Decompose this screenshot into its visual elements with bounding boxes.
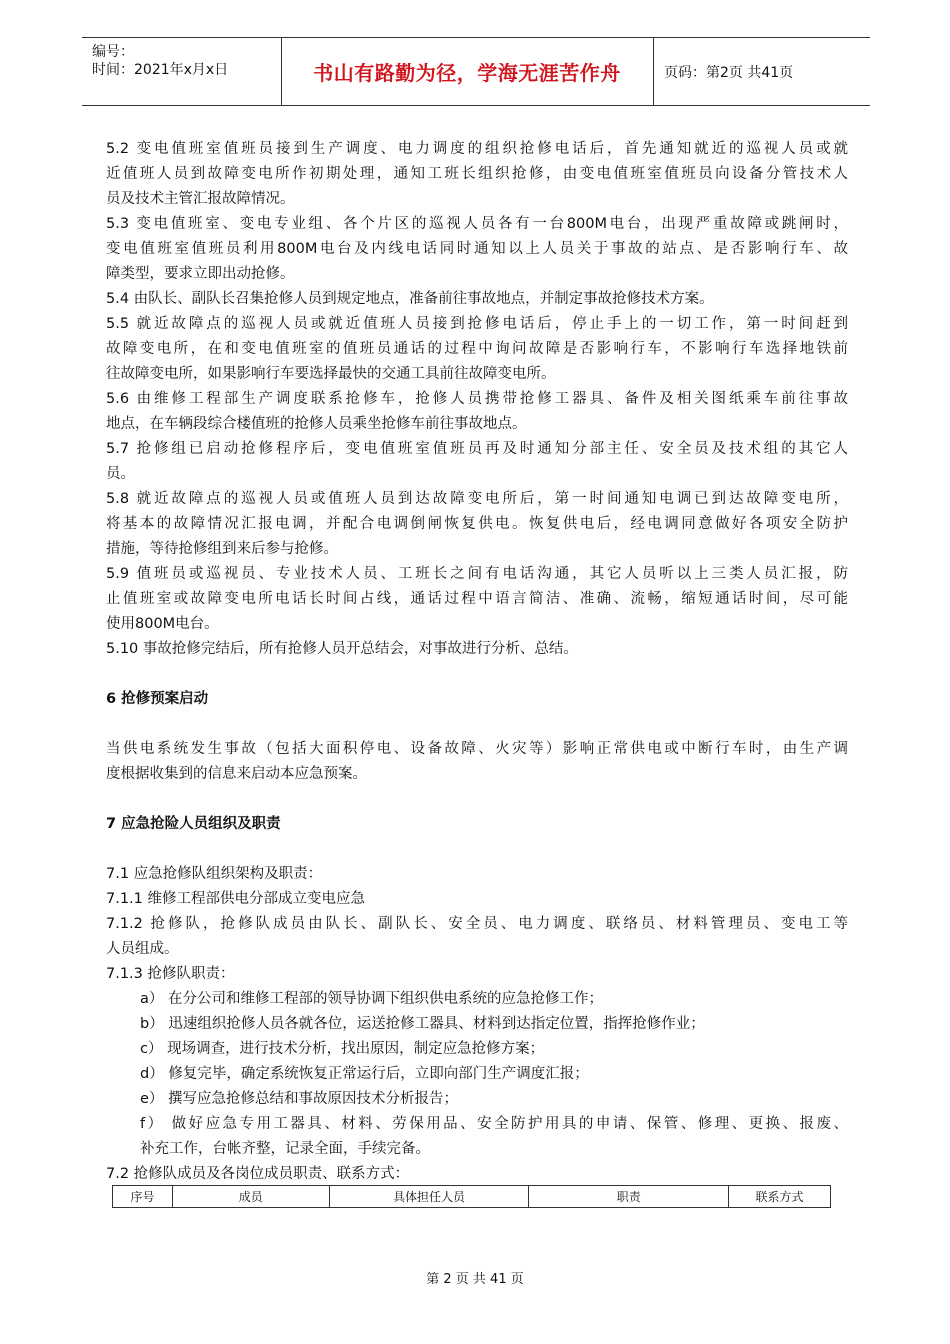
text-line: 7.1.3 抢修队职责： — [106, 966, 235, 982]
paragraph-spacer — [106, 712, 848, 737]
header-motto-cell — [281, 38, 654, 105]
text-line: a） 在分公司和维修工程部的领导协调下组织供电系统的应急抢修工作； — [140, 991, 603, 1007]
text-line: 5.5 就近故障点的巡视人员或就近值班人员接到抢修电话后，停止手上的一切工作，第一时间赶到 — [106, 316, 848, 332]
table-header-cell: 联系方式 — [729, 1186, 831, 1208]
table-header-row — [113, 1186, 831, 1208]
paragraph-spacer — [106, 787, 848, 812]
text-line: 7.1 应急抢修队组织架构及职责： — [106, 866, 323, 882]
table-header-cell: 成员 — [172, 1186, 329, 1208]
text-line: 故障变电所，在和变电值班室的值班员通话的过程中询问故障是否影响行车，不影响行车选择地铁前 — [106, 341, 848, 357]
header-page-number: 页码：第2页 共41页 — [664, 64, 794, 81]
text-line: 5.4 由队长、副队长召集抢修人员到规定地点，准备前往事故地点，并制定事故抢修技术方案。 — [106, 291, 714, 307]
document-body — [106, 137, 848, 1187]
table-header-cell: 序号 — [113, 1186, 173, 1208]
text-line: 当供电系统发生事故（包括大面积停电、设备故障、火灾等）影响正常供电或中断行车时，由生产调 — [106, 741, 848, 757]
text-line: 5.8 就近故障点的巡视人员或值班人员到达故障变电所后，第一时间通知电调已到达故障变电所， — [106, 491, 848, 507]
text-line: 将基本的故障情况汇报电调，并配合电调倒闸恢复供电。恢复供电后，经电调同意做好各项安全防护 — [106, 516, 848, 532]
header-motto: 书山有路勤为径，学海无涯苦作舟 — [313, 61, 621, 85]
text-line: 止值班室或故障变电所电话长时间占线，通话过程中语言简洁、准确、流畅，缩短通话时间，尽可能 — [106, 591, 848, 607]
text-line: 5.10 事故抢修完结后，所有抢修人员开总结会，对事故进行分析、总结。 — [106, 641, 578, 657]
text-line: 使用800M电台。 — [106, 616, 219, 632]
section-heading: 6 抢修预案启动 — [106, 691, 209, 707]
text-line: 地点，在车辆段综合楼值班的抢修人员乘坐抢修车前往事故地点。 — [106, 416, 527, 432]
header-meta-cell — [82, 38, 282, 105]
document-time-label: 时间：2021年x月x日 — [92, 62, 229, 78]
header-page-cell — [654, 38, 870, 105]
table-header-cell: 具体担任人员 — [329, 1186, 529, 1208]
text-line: 人员组成。 — [106, 941, 179, 957]
text-line: c） 现场调查，进行技术分析，找出原因，制定应急抢修方案； — [140, 1041, 545, 1057]
text-line: 7.1.2 抢修队，抢修队成员由队长、副队长、安全员、电力调度、联络员、材料管理员、变电工等 — [106, 916, 848, 932]
text-line: 5.3 变电值班室、变电专业组、各个片区的巡视人员各有一台800M电台，出现严重故障或跳闸时， — [106, 216, 848, 232]
text-line: 措施，等待抢修组到来后参与抢修。 — [106, 541, 338, 557]
page-header — [82, 37, 870, 106]
text-line: 障类型，要求立即出动抢修。 — [106, 266, 295, 282]
text-line: 7.1.1 维修工程部供电分部成立变电应急 — [106, 891, 366, 907]
text-line: 5.9 值班员或巡视员、专业技术人员、工班长之间有电话沟通，其它人员听以上三类人员汇报，防 — [106, 566, 848, 582]
text-line: 员。 — [106, 466, 135, 482]
paragraph-spacer — [106, 662, 848, 687]
section-heading: 7 应急抢险人员组织及职责 — [106, 816, 281, 832]
text-line: 5.6 由维修工程部生产调度联系抢修车，抢修人员携带抢修工器具、备件及相关图纸乘车前往事故 — [106, 391, 848, 407]
text-line: 度根据收集到的信息来启动本应急预案。 — [106, 766, 367, 782]
text-line: 7.2 抢修队成员及各岗位成员职责、联系方式： — [106, 1166, 410, 1182]
text-line: 往故障变电所，如果影响行车要选择最快的交通工具前往故障变电所。 — [106, 366, 556, 382]
text-line: 补充工作，台帐齐整，记录全面，手续完备。 — [140, 1141, 430, 1157]
text-line: 5.2 变电值班室值班员接到生产调度、电力调度的组织抢修电话后，首先通知就近的巡视人员或就 — [106, 141, 848, 157]
document-number-label: 编号： — [92, 44, 134, 60]
page-footer: 第 2 页 共 41 页 — [426, 1272, 524, 1287]
text-line: e） 撰写应急抢修总结和事故原因技术分析报告； — [140, 1091, 459, 1107]
staff-table — [112, 1185, 831, 1208]
text-line: 变电值班室值班员利用800M电台及内线电话同时通知以上人员关于事故的站点、是否影响行车、故 — [106, 241, 848, 257]
text-line: 近值班人员到故障变电所作初期处理，通知工班长组织抢修，由变电值班室值班员向设备分管技术人 — [106, 166, 848, 182]
text-line: f） 做好应急专用工器具、材料、劳保用品、安全防护用具的申请、保管、修理、更换、报废、 — [140, 1116, 848, 1132]
paragraph-spacer — [106, 837, 848, 862]
table-header-cell: 职责 — [529, 1186, 729, 1208]
text-line: 5.7 抢修组已启动抢修程序后，变电值班室值班员再及时通知分部主任、安全员及技术组的其它人 — [106, 441, 848, 457]
text-line: d） 修复完毕，确定系统恢复正常运行后，立即向部门生产调度汇报； — [140, 1066, 589, 1082]
text-line: 员及技术主管汇报故障情况。 — [106, 191, 295, 207]
text-line: b） 迅速组织抢修人员各就各位，运送抢修工器具、材料到达指定位置，指挥抢修作业； — [140, 1016, 705, 1032]
